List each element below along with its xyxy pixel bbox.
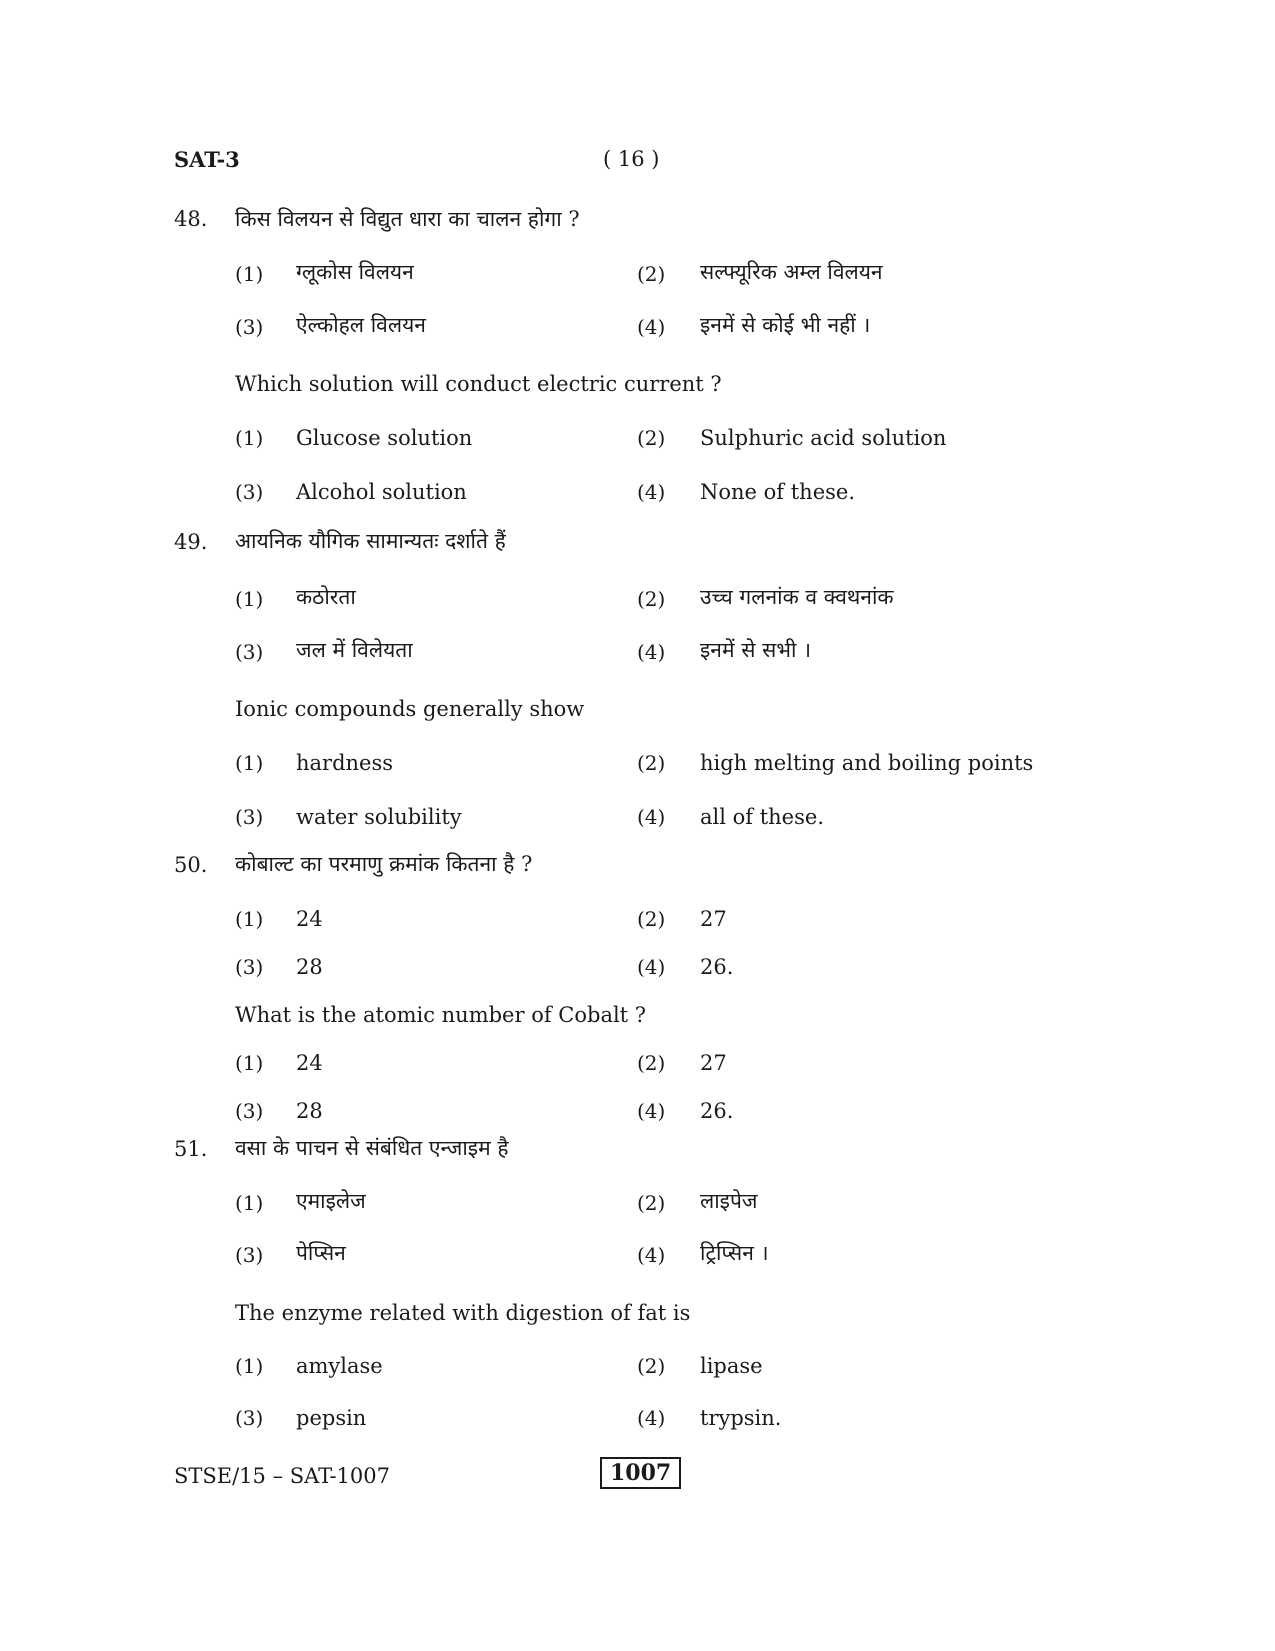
option-number: (1) xyxy=(235,426,264,450)
option-number: (1) xyxy=(235,751,264,775)
option-number: (2) xyxy=(637,1354,666,1378)
paper-code: SAT-3 xyxy=(174,147,240,172)
footer-paper-code: STSE/15 – SAT-1007 xyxy=(174,1464,390,1488)
option-number: (2) xyxy=(637,587,666,611)
option-number: (3) xyxy=(235,805,264,829)
option-text: water solubility xyxy=(296,805,462,829)
question-text-english: What is the atomic number of Cobalt ? xyxy=(235,1003,647,1027)
question-number: 51. xyxy=(174,1137,208,1161)
option-number: (1) xyxy=(235,907,264,931)
option-number: (4) xyxy=(637,805,666,829)
option-text: ऐल्कोहल विलयन xyxy=(296,313,426,337)
question-number: 50. xyxy=(174,853,208,877)
question-text-hindi: कोबाल्ट का परमाणु क्रमांक कितना है ? xyxy=(235,852,533,876)
option-number: (3) xyxy=(235,315,264,339)
option-text: Sulphuric acid solution xyxy=(700,426,947,450)
option-text: कठोरता xyxy=(296,585,356,609)
option-text: Alcohol solution xyxy=(296,480,467,504)
option-text: इनमें से कोई भी नहीं । xyxy=(700,313,871,337)
question-text-hindi: वसा के पाचन से संबंधित एन्जाइम है xyxy=(235,1136,509,1160)
option-text: 24 xyxy=(296,907,323,931)
footer-boxed-number: 1007 xyxy=(600,1457,681,1489)
option-number: (4) xyxy=(637,1406,666,1430)
option-number: (4) xyxy=(637,1243,666,1267)
option-text: 28 xyxy=(296,1099,323,1123)
option-number: (1) xyxy=(235,1051,264,1075)
option-text: लाइपेज xyxy=(700,1189,758,1213)
option-number: (3) xyxy=(235,640,264,664)
option-number: (2) xyxy=(637,1191,666,1215)
option-number: (2) xyxy=(637,1051,666,1075)
option-text: pepsin xyxy=(296,1406,367,1430)
option-number: (2) xyxy=(637,262,666,286)
option-number: (1) xyxy=(235,587,264,611)
question-text-english: Which solution will conduct electric current ? xyxy=(235,372,722,396)
option-text: amylase xyxy=(296,1354,383,1378)
option-text: उच्च गलनांक व क्वथनांक xyxy=(700,585,894,609)
option-text: all of these. xyxy=(700,805,824,829)
option-text: 24 xyxy=(296,1051,323,1075)
option-text: ट्रिप्सिन । xyxy=(700,1241,769,1265)
option-number: (2) xyxy=(637,907,666,931)
question-text-english: The enzyme related with digestion of fat is xyxy=(235,1301,691,1325)
option-text: 27 xyxy=(700,907,727,931)
option-text: lipase xyxy=(700,1354,763,1378)
question-text-hindi: आयनिक यौगिक सामान्यतः दर्शाते हैं xyxy=(235,529,506,553)
option-number: (4) xyxy=(637,480,666,504)
option-text: सल्फ्यूरिक अम्ल विलयन xyxy=(700,260,883,284)
option-text: इनमें से सभी । xyxy=(700,638,812,662)
option-text: hardness xyxy=(296,751,394,775)
option-number: (1) xyxy=(235,1354,264,1378)
option-number: (4) xyxy=(637,955,666,979)
option-text: high melting and boiling points xyxy=(700,751,1034,775)
option-text: trypsin. xyxy=(700,1406,782,1430)
option-number: (3) xyxy=(235,1243,264,1267)
question-text-english: Ionic compounds generally show xyxy=(235,697,585,721)
option-number: (3) xyxy=(235,480,264,504)
option-text: 28 xyxy=(296,955,323,979)
question-text-hindi: किस विलयन से विद्युत धारा का चालन होगा ? xyxy=(235,207,580,231)
option-text: 26. xyxy=(700,1099,734,1123)
option-number: (2) xyxy=(637,751,666,775)
option-number: (1) xyxy=(235,262,264,286)
option-text: ग्लूकोस विलयन xyxy=(296,260,414,284)
option-number: (4) xyxy=(637,1099,666,1123)
option-number: (4) xyxy=(637,640,666,664)
option-number: (3) xyxy=(235,955,264,979)
option-number: (1) xyxy=(235,1191,264,1215)
page-number: ( 16 ) xyxy=(603,147,660,171)
option-text: एमाइलेज xyxy=(296,1189,366,1213)
question-number: 48. xyxy=(174,207,208,231)
option-text: 26. xyxy=(700,955,734,979)
option-number: (2) xyxy=(637,426,666,450)
question-number: 49. xyxy=(174,530,208,554)
option-text: Glucose solution xyxy=(296,426,473,450)
option-number: (4) xyxy=(637,315,666,339)
option-text: जल में विलेयता xyxy=(296,638,413,662)
option-text: None of these. xyxy=(700,480,856,504)
option-number: (3) xyxy=(235,1099,264,1123)
option-number: (3) xyxy=(235,1406,264,1430)
option-text: पेप्सिन xyxy=(296,1241,346,1265)
option-text: 27 xyxy=(700,1051,727,1075)
